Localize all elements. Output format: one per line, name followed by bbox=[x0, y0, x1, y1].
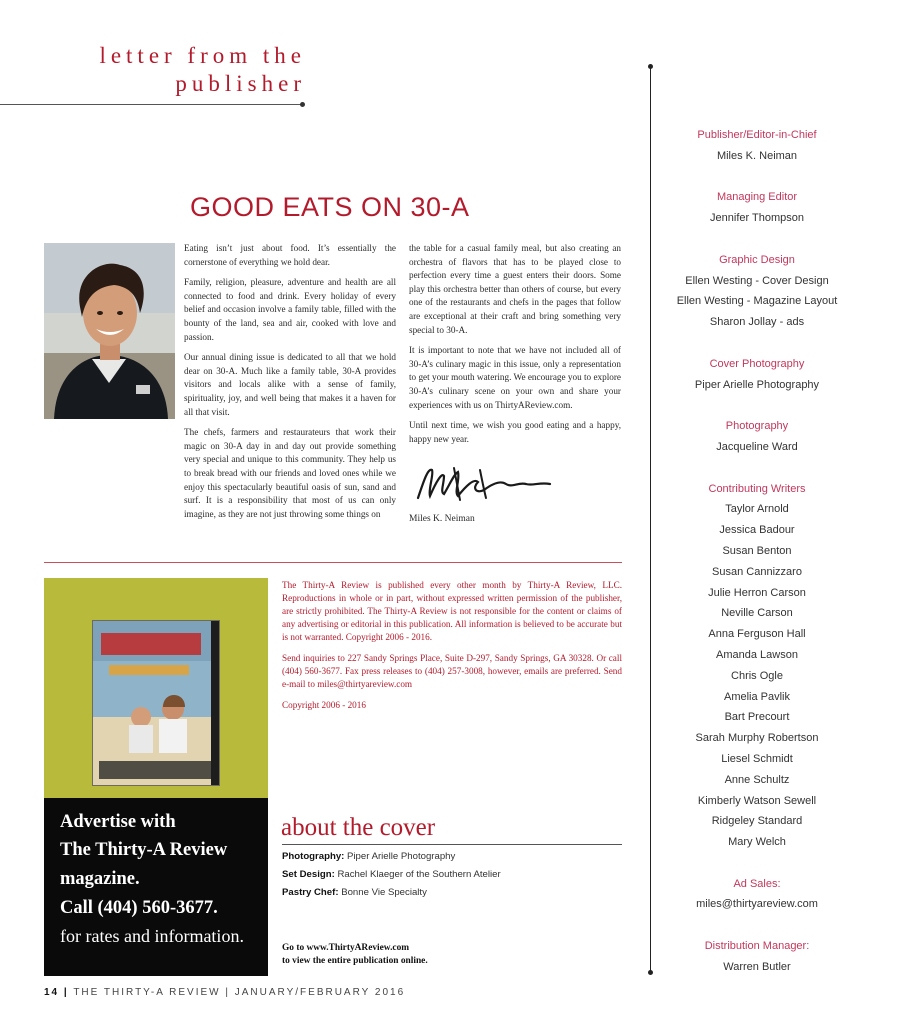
masthead-writer: Amelia Pavlik bbox=[723, 690, 791, 703]
credit-value: Rachel Klaeger of the Southern Atelier bbox=[337, 869, 501, 880]
publisher-signature bbox=[414, 460, 554, 508]
article-paragraph: the table for a casual family meal, but also creating an orchestra of flavors that has to be played close to perfection every time a guest enters their doors. Some play this orchestra better than others of course, but every one of the restaurants and chefs in the pages that follow are exceptional at their craft and bring something very special to 30-A. bbox=[409, 243, 621, 335]
footer-publication: THE THIRTY-A REVIEW | JANUARY/FEBRUARY 2016 bbox=[73, 987, 406, 998]
masthead-name: Ellen Westing - Cover Design bbox=[685, 274, 829, 287]
masthead-name: Sharon Jollay - ads bbox=[709, 316, 805, 329]
masthead-sales-email[interactable]: miles@thirtyareview.com bbox=[696, 898, 818, 911]
masthead-role: Publisher/Editor-in-Chief bbox=[697, 129, 817, 141]
masthead-rule-dot-bottom bbox=[648, 970, 653, 975]
credit-set-design bbox=[282, 869, 501, 880]
ad-line-phone: Call (404) 560-3677. bbox=[60, 898, 218, 918]
ad-line-advertise: Advertise with bbox=[60, 812, 176, 832]
article-paragraph: Family, religion, pleasure, adventure and health are all connected to food and drink. Every holiday of every belief and occasion involve a family table, filled with the bounty of the land, sea and air, cooked with love and passion. bbox=[184, 277, 396, 342]
page-footer bbox=[44, 987, 405, 998]
ad-line-magazine: magazine. bbox=[60, 869, 140, 889]
ad-line-magazine-name: The Thirty-A Review bbox=[60, 840, 228, 860]
section-rule bbox=[0, 104, 303, 105]
masthead-writer: Mary Welch bbox=[728, 836, 786, 849]
article-column-2 bbox=[409, 242, 621, 453]
masthead-writer: Sarah Murphy Robertson bbox=[695, 732, 819, 745]
section-title-line2: publisher bbox=[175, 71, 306, 96]
masthead-rule-dot-top bbox=[648, 64, 653, 69]
article-headline: GOOD EATS ON 30-A bbox=[190, 192, 470, 222]
page-number: 14 bbox=[44, 987, 60, 998]
credit-value: Piper Arielle Photography bbox=[347, 851, 456, 862]
about-cover-title: about the cover bbox=[281, 814, 436, 841]
about-cover-rule bbox=[282, 844, 622, 845]
legal-paragraph: Copyright 2006 - 2016 bbox=[282, 700, 366, 710]
legal-paragraph: Send inquiries to 227 Sandy Springs Place, Suite D-297, Sandy Springs, GA 30328. Or call (404) 560-3677. Fax press releases to (404) 257-3008, however, emails are preferred. Send e-mail to miles@thirtyareview.com bbox=[282, 653, 622, 689]
article-column-1 bbox=[184, 242, 396, 528]
masthead-writer: Neville Carson bbox=[721, 607, 793, 620]
masthead-writer: Anna Ferguson Hall bbox=[708, 628, 806, 641]
online-notice bbox=[282, 942, 428, 968]
legal-paragraph: The Thirty-A Review is published every other month by Thirty-A Review, LLC. Reproductions in whole or in part, without expressed written permission of the publisher, are strictly prohibited. The Thirty-A Review is not responsible for the content or claims of any advertising or editorial in this publication. All information is believed to be accurate but is not warranted. Copyright 2006 - 2016. bbox=[282, 580, 622, 642]
masthead-role: Contributing Writers bbox=[708, 482, 806, 495]
credit-label: Photography: bbox=[282, 851, 345, 862]
masthead-role: Photography bbox=[725, 420, 789, 433]
masthead-role: Ad Sales: bbox=[733, 877, 781, 890]
masthead-name: Ellen Westing - Magazine Layout bbox=[676, 295, 838, 308]
masthead-writer: Chris Ogle bbox=[731, 669, 783, 682]
article-paragraph: It is important to note that we have not included all of 30-A’s culinary magic in this issue, only a representation to get your mouth watering. We encourage you to explore 30-A’s culinary scene on your own and share your experiences with us on ThirtyAReview.com. bbox=[409, 345, 621, 410]
article-paragraph: Eating isn’t just about food. It’s essentially the cornerstone of everything we hold dear. bbox=[184, 243, 396, 267]
masthead-writer: Ridgeley Standard bbox=[711, 815, 803, 828]
section-title bbox=[99, 42, 306, 98]
credit-pastry-chef bbox=[282, 887, 427, 898]
article-paragraph: Until next time, we wish you good eating and a happy, happy new year. bbox=[409, 420, 621, 444]
masthead-writer: Susan Cannizzaro bbox=[712, 565, 802, 578]
masthead-name: Piper Arielle Photography bbox=[694, 378, 820, 391]
signer-name: Miles K. Neiman bbox=[409, 514, 475, 524]
ad-magazine-cover-thumbnail bbox=[92, 620, 220, 786]
article-paragraph: The chefs, farmers and restaurateurs that work their magic on 30-A day in and day out provide something very special and unique to this community. They help us to break bread with our friends and loved ones while we enjoy this spectacularly beautiful oasis of sun, sand and surf. It is a responsibility that most of us can only imagine, as they are not just throwing some things on bbox=[184, 427, 396, 519]
masthead-writer: Taylor Arnold bbox=[725, 503, 789, 516]
masthead-role: Graphic Design bbox=[719, 253, 795, 266]
ad-black-panel bbox=[44, 798, 268, 976]
credit-label: Set Design: bbox=[282, 869, 335, 880]
legal-notice bbox=[282, 579, 622, 720]
masthead-writer: Anne Schultz bbox=[724, 773, 790, 786]
publisher-portrait-illustration bbox=[44, 243, 175, 419]
masthead-name: Jennifer Thompson bbox=[710, 212, 804, 225]
magazine-cover-illustration bbox=[93, 621, 220, 786]
masthead-writer: Kimberly Watson Sewell bbox=[697, 794, 817, 807]
masthead-name: Warren Butler bbox=[723, 960, 791, 973]
masthead-writer: Amanda Lawson bbox=[716, 648, 798, 661]
credit-photography bbox=[282, 851, 455, 862]
online-notice-line1: Go to www.ThirtyAReview.com bbox=[282, 943, 410, 953]
masthead-role: Cover Photography bbox=[709, 357, 805, 370]
publisher-photo bbox=[44, 243, 175, 419]
masthead-writer: Liesel Schmidt bbox=[721, 752, 793, 765]
section-divider bbox=[44, 562, 622, 563]
section-rule-dot bbox=[300, 102, 305, 107]
masthead-rule bbox=[650, 66, 651, 972]
masthead bbox=[657, 125, 857, 978]
footer-separator: | bbox=[63, 987, 69, 998]
online-notice-line2: to view the entire publication online. bbox=[282, 956, 428, 966]
masthead-writer: Bart Precourt bbox=[724, 711, 790, 724]
section-title-line1: letter from the bbox=[99, 43, 306, 68]
masthead-name: Jacqueline Ward bbox=[716, 440, 798, 453]
credit-value: Bonne Vie Specialty bbox=[341, 887, 427, 898]
masthead-writer: Julie Herron Carson bbox=[708, 586, 806, 599]
credit-label: Pastry Chef: bbox=[282, 887, 339, 898]
masthead-role: Distribution Manager: bbox=[704, 940, 810, 953]
masthead-writer: Susan Benton bbox=[722, 544, 792, 557]
masthead-writer: Jessica Badour bbox=[719, 524, 795, 537]
masthead-role: Managing Editor bbox=[716, 191, 798, 204]
article-paragraph: Our annual dining issue is dedicated to all that we hold dear on 30-A. Much like a family table, 30-A provides visitors and locals alike with a sense of family, spirituality, joy, and well being that makes it a haven for all that visit. bbox=[184, 352, 396, 417]
masthead-name: Miles K. Neiman bbox=[716, 149, 798, 162]
ad-line-rates: for rates and information. bbox=[60, 926, 244, 946]
